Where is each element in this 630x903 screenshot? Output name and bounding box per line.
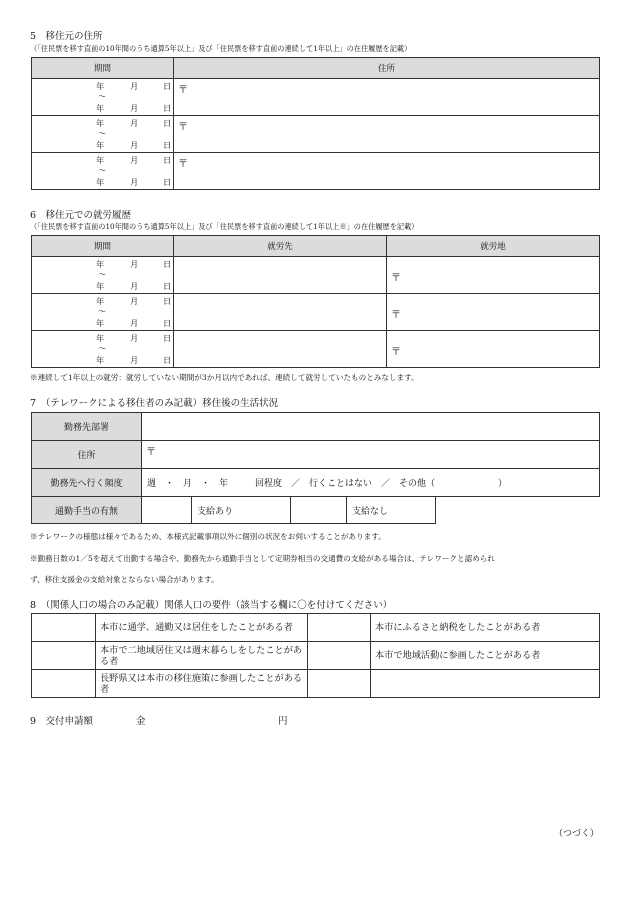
- section-7-note-2: ※勤務日数の1／5を超えて出勤する場合や、勤務先から通勤手当として定期券相当の交通費の支給がある場合は、テレワークと認められ: [30, 554, 495, 563]
- period-cell[interactable]: 年 月 日 〜 年 月 日: [32, 331, 174, 368]
- address-cell[interactable]: 〒: [174, 153, 600, 190]
- col-period-header: 期間: [32, 236, 174, 257]
- amount-input[interactable]: [150, 711, 275, 725]
- allowance-no-label: 支給なし: [347, 497, 436, 524]
- relation-item: 長野県又は本市の移住施策に参画したことがある者: [96, 670, 308, 698]
- work-location-cell[interactable]: 〒: [387, 331, 600, 368]
- relation-check-cell[interactable]: [32, 614, 96, 642]
- frequency-label: 勤務先へ行く頻度: [32, 469, 142, 497]
- period-cell[interactable]: 年 月 日 〜 年 月 日: [32, 116, 174, 153]
- col-address-header: 住所: [174, 58, 600, 79]
- section-8-table: [31, 613, 600, 698]
- address-input[interactable]: 〒: [142, 441, 600, 469]
- allowance-yes-label: 支給あり: [192, 497, 291, 524]
- section-9-title: 9 交付申請額: [30, 716, 94, 727]
- address-label: 住所: [32, 441, 142, 469]
- workplace-cell[interactable]: [174, 257, 387, 294]
- section-7-table: [31, 412, 600, 524]
- dept-input[interactable]: [142, 413, 600, 441]
- section-6-footnote: ※連続して1年以上の就労：就労していない期間が3か月以内であれば、連続して就労していたものとみなします。: [30, 373, 419, 382]
- allowance-no-checkbox[interactable]: [291, 497, 347, 524]
- allowance-yes-checkbox[interactable]: [142, 497, 192, 524]
- work-location-cell[interactable]: 〒: [387, 294, 600, 331]
- amount-suffix: 円: [278, 716, 288, 727]
- section-7-note-3: ず、移住支援金の支給対象とならない場合があります。: [30, 575, 219, 584]
- amount-prefix: 金: [136, 716, 146, 727]
- period-cell[interactable]: 年 月 日 〜 年 月 日: [32, 153, 174, 190]
- allowance-label: 通勤手当の有無: [32, 497, 142, 524]
- section-5-title: 5 移住元の住所: [30, 31, 103, 42]
- col-period-header: 期間: [32, 58, 174, 79]
- relation-check-cell[interactable]: [308, 670, 371, 698]
- dept-label: 勤務先部署: [32, 413, 142, 441]
- relation-item: 本市で地域活動に参画したことがある者: [371, 642, 600, 670]
- frequency-options[interactable]: 週 ・ 月 ・ 年 回程度 ／ 行くことはない ／ その他（ ）: [142, 469, 600, 497]
- work-location-cell[interactable]: 〒: [387, 257, 600, 294]
- period-cell[interactable]: 年 月 日 〜 年 月 日: [32, 257, 174, 294]
- address-cell[interactable]: 〒: [174, 79, 600, 116]
- period-cell[interactable]: 年 月 日 〜 年 月 日: [32, 79, 174, 116]
- section-6-table: [31, 235, 600, 368]
- relation-check-cell[interactable]: [308, 614, 371, 642]
- address-cell[interactable]: 〒: [174, 116, 600, 153]
- section-6-note: （「住民票を移す直前の10年間のうち通算5年以上」及び「住民票を移す直前の連続して1年以上※」の在住履歴を記載）: [30, 222, 419, 231]
- workplace-cell[interactable]: [174, 294, 387, 331]
- relation-check-cell[interactable]: [32, 670, 96, 698]
- section-8-title: 8 （関係人口の場合のみ記載）関係人口の要件（該当する欄に〇を付けてください）: [30, 600, 393, 611]
- relation-check-cell[interactable]: [32, 642, 96, 670]
- relation-item: [371, 670, 600, 698]
- period-cell[interactable]: 年 月 日 〜 年 月 日: [32, 294, 174, 331]
- workplace-cell[interactable]: [174, 331, 387, 368]
- section-7-note-1: ※テレワークの様態は様々であるため、本様式記載事項以外に個別の状況をお伺いすることがあります。: [30, 532, 386, 541]
- section-5-note: （「住民票を移す直前の10年間のうち通算5年以上」及び「住民票を移す直前の連続して1年以上」の在住履歴を記載）: [30, 44, 412, 53]
- section-7-title: 7 （テレワークによる移住者のみ記載）移住後の生活状況: [30, 398, 279, 409]
- section-5-table: [31, 57, 600, 190]
- col-workplace-header: 就労先: [174, 236, 387, 257]
- relation-check-cell[interactable]: [308, 642, 371, 670]
- continued-label: （つづく）: [553, 829, 599, 839]
- relation-item: 本市で二地域居住又は週末暮らしをしたことがある者: [96, 642, 308, 670]
- section-6-title: 6 移住元での就労履歴: [30, 210, 132, 221]
- relation-item: 本市に通学、通勤又は居住をしたことがある者: [96, 614, 308, 642]
- relation-item: 本市にふるさと納税をしたことがある者: [371, 614, 600, 642]
- col-location-header: 就労地: [387, 236, 600, 257]
